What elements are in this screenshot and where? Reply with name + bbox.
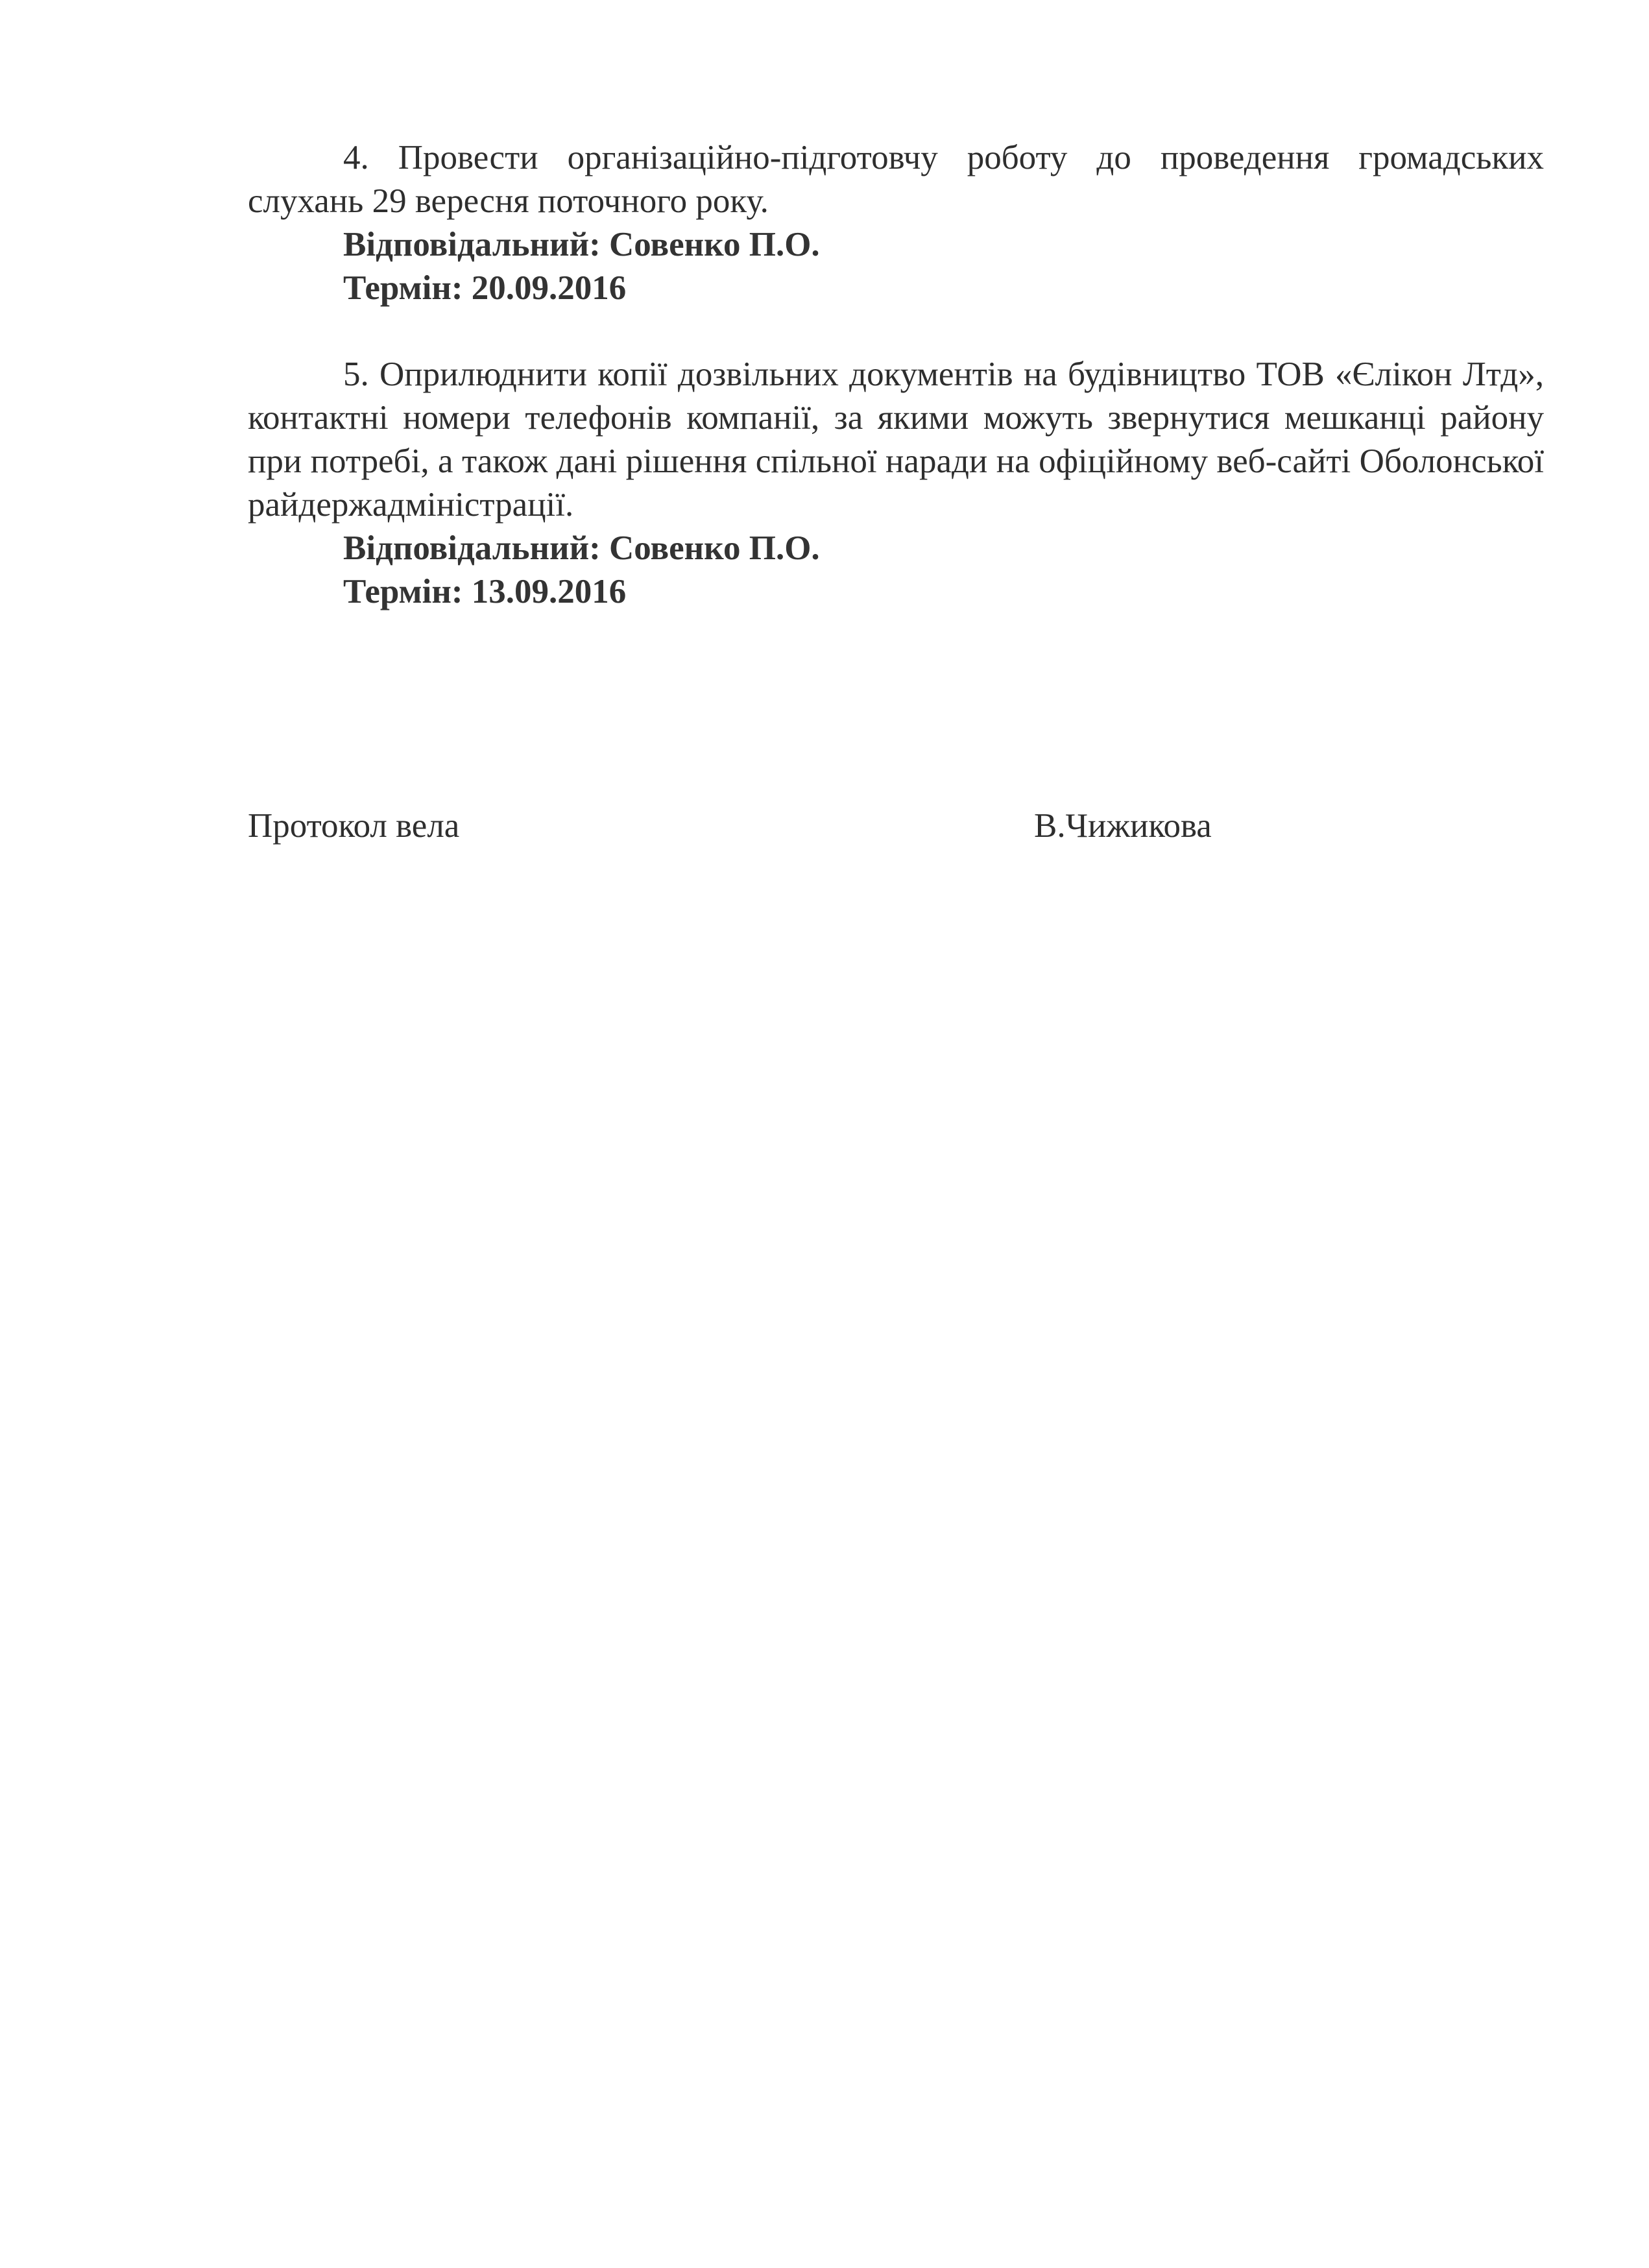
signature-name: В.Чижикова — [1034, 807, 1212, 845]
signature-role: Протокол вела — [248, 807, 460, 845]
paragraph-spacer — [248, 310, 1544, 353]
item-5-responsible: Відповідальний: Совенко П.О. — [343, 529, 820, 567]
item-5-deadline: Термін: 13.09.2016 — [343, 573, 627, 610]
item-4-text: 4. Провести організаційно-підготовчу роботу до проведення громадських слухань 29 вересня поточного року. — [248, 139, 1544, 220]
item-5-text: 5. Оприлюднити копії дозвільних документів на будівництво ТОВ «Єлікон Лтд», контактні номери телефонів компанії, за якими можуть звернутися мешканці району при потребі, а також дані рішення спільної наради на офіційному веб-сайті Оболонської райдержадміністрації. — [248, 356, 1544, 524]
item-4-deadline: Термін: 20.09.2016 — [343, 269, 627, 307]
document-body — [248, 136, 1544, 614]
item-4-responsible: Відповідальний: Совенко П.О. — [343, 226, 820, 263]
